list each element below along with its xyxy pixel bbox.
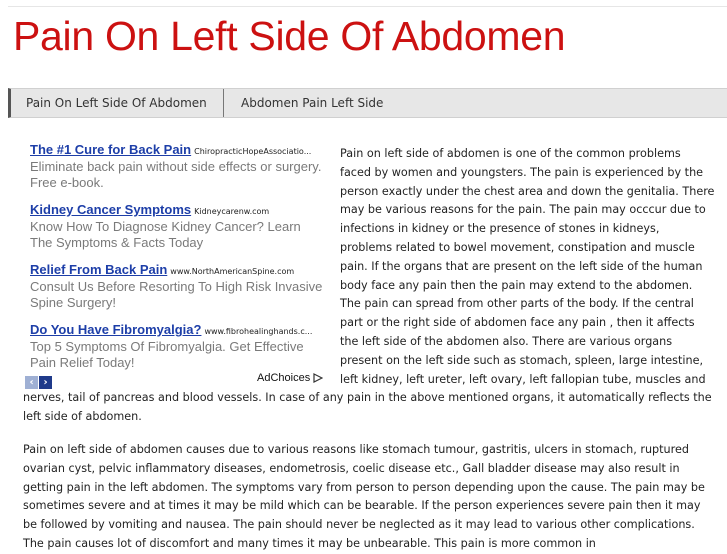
ad-title-link[interactable]: Kidney Cancer Symptoms: [30, 202, 192, 217]
ad-url[interactable]: www.NorthAmericanSpine.com: [170, 267, 295, 276]
ad-description: Top 5 Symptoms Of Fibromyalgia. Get Effective Pain Relief Today!: [30, 339, 304, 370]
ad-item: [30, 200, 325, 251]
site-title[interactable]: Pain On Left Side Of Abdomen: [13, 13, 566, 59]
ad-title-link[interactable]: Relief From Back Pain: [30, 262, 168, 277]
adchoices-label: AdChoices: [257, 372, 311, 384]
article-paragraph-1: Pain on left side of abdomen is one of the common problems faced by women and youngsters. The pain is experienced by the person exactly under the chest area and down the genitalia. There may be various reasons for the pain. The pain may occcur due to infections in kidney or the presence of stones in kidneys, problems related to bowel movement, constipation and muscle pain. If the organs that are present on the left side of the human body face any pain then the pain may extend to the abdomen. The pain can spread from other parts of the body. If the central part or the right side of abdomen face any pain , then it affects the left side of the abdomen also. There are various organs present on the left side such as stomach, spleen, large intestine, left kidney, left ureter, left ovary, left fallopian tube, muscles and: [340, 147, 715, 386]
nav-item-abdomen-pain-left-side[interactable]: Abdomen Pain Left Side: [241, 96, 384, 110]
adchoices-link[interactable]: [257, 372, 323, 384]
article-paragraph-2: Pain on left side of abdomen causes due to various reasons like stomach tumour, gastritis, ulcers in stomach, ruptured ovarian cyst, pelvic inflammatory diseases, endometrosis, coelic disease etc., Gall bladder disease may also result in getting pain in the left abdomen. The symptoms vary from person to person depending upon the cause. The pain may be sometimes severe and at times it may be mild which can be bearable. If the person experiences severe pain then it may be followed by vomiting and nausea. The pain should never be neglected as it may lead to various other complications. The pain causes lot of discomfort and many times it may be unbearable. This pain is more common in: [23, 443, 705, 550]
nav-separator: [223, 89, 224, 117]
ad-url[interactable]: www.fibrohealinghands.c...: [204, 327, 313, 336]
ad-item: [30, 140, 325, 191]
ad-url[interactable]: ChiropracticHopeAssociatio...: [194, 147, 312, 156]
adchoices-icon: [313, 373, 323, 383]
ad-item: [30, 260, 325, 311]
ad-title-link[interactable]: Do You Have Fibromyalgia?: [30, 322, 202, 337]
article-paragraph-1-continued: nerves, tail of pancreas and blood vessels. In case of any pain in the above mentioned organs, it automatically reflects the left side of abdomen.: [23, 391, 712, 423]
chevron-right-icon[interactable]: ›: [39, 376, 52, 389]
ad-description: Eliminate back pain without side effects or surgery. Free e-book.: [30, 159, 322, 190]
top-divider: [8, 6, 727, 7]
ad-item: [30, 320, 325, 371]
ad-url[interactable]: Kidneycarenw.com: [194, 207, 270, 216]
nav-item-pain-left-side[interactable]: Pain On Left Side Of Abdomen: [26, 96, 207, 110]
ad-block: [30, 140, 325, 380]
ad-title-link[interactable]: The #1 Cure for Back Pain: [30, 142, 192, 157]
ad-description: Know How To Diagnose Kidney Cancer? Learn The Symptoms & Facts Today: [30, 219, 301, 250]
chevron-left-icon[interactable]: ‹: [25, 376, 38, 389]
ad-description: Consult Us Before Resorting To High Risk Invasive Spine Surgery!: [30, 279, 323, 310]
nav-bar: [8, 88, 727, 118]
